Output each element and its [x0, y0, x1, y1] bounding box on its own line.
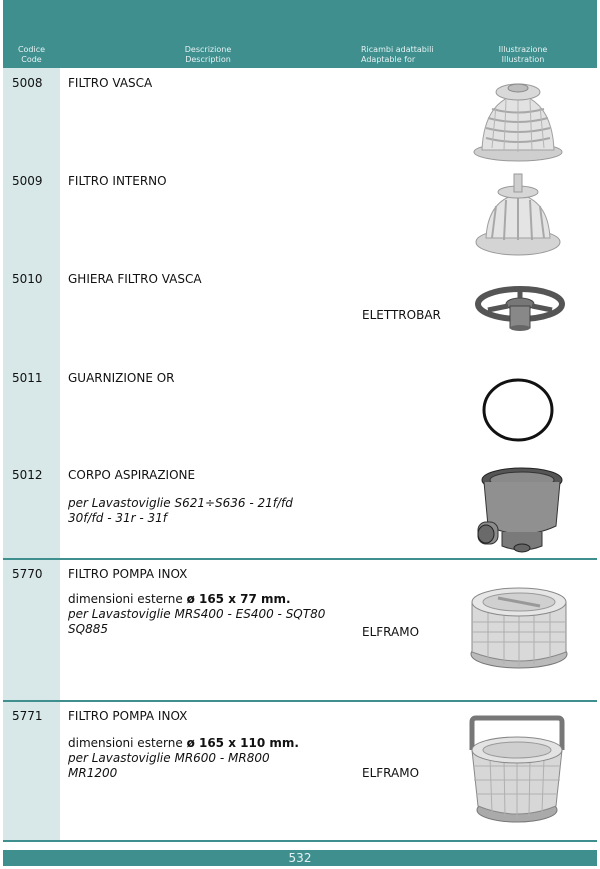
header-adaptable-it: Ricambi adattabili [361, 45, 434, 54]
header-adaptable [361, 45, 434, 65]
top-band [3, 0, 597, 40]
header-description-it: Descrizione [184, 45, 232, 54]
item-code: 5010 [12, 272, 43, 286]
dimensions-value: ø 165 x 77 mm. [186, 592, 291, 606]
item-details [68, 736, 299, 781]
models-line-1: per Lavastoviglie MR600 - MR800 [68, 751, 270, 765]
header-illustration-en: Illustration [501, 55, 545, 64]
item-adaptable: ELETTROBAR [362, 308, 441, 322]
item-code: 5012 [12, 468, 43, 482]
header-code-en: Code [21, 55, 42, 64]
basket-filter-icon [470, 72, 566, 164]
footer-bar [3, 850, 597, 866]
item-code: 5011 [12, 371, 43, 385]
row-divider [3, 558, 597, 560]
item-adaptable: ELFRAMO [362, 766, 420, 780]
models-line-1: per Lavastoviglie S621÷S636 - 21f/fd [68, 496, 293, 510]
header-adaptable-en: Adaptable for [361, 55, 416, 64]
row-divider [3, 840, 597, 842]
item-adaptable: ELFRAMO [362, 625, 420, 639]
row-divider [3, 700, 597, 702]
suction-body-icon [472, 462, 566, 556]
header-illustration-it: Illustrazione [498, 45, 548, 54]
header-description [103, 45, 313, 65]
item-title: GHIERA FILTRO VASCA [68, 272, 202, 286]
dimensions-prefix: dimensioni esterne [68, 736, 187, 750]
steel-pump-filter-icon [464, 582, 574, 674]
header-illustration [473, 45, 573, 65]
dimensions-prefix: dimensioni esterne [68, 592, 187, 606]
models-line-1: per Lavastoviglie MRS400 - ES400 - SQT80 [68, 607, 326, 621]
dimensions-value: ø 165 x 110 mm. [186, 736, 299, 750]
item-title: GUARNIZIONE OR [68, 371, 175, 385]
o-ring-icon [478, 374, 558, 446]
ring-nut-icon [474, 282, 566, 342]
item-title: FILTRO VASCA [68, 76, 153, 90]
item-code: 5008 [12, 76, 43, 90]
item-code: 5770 [12, 567, 43, 581]
item-title: FILTRO INTERNO [68, 174, 167, 188]
item-code: 5771 [12, 709, 43, 723]
models-line-2: 30f/fd - 31r - 31f [68, 511, 167, 525]
models-line-2: MR1200 [68, 766, 118, 780]
header-code-it: Codice [17, 45, 46, 54]
item-title: CORPO ASPIRAZIONE [68, 468, 196, 482]
header-description-en: Description [185, 55, 231, 64]
page-number: 532 [288, 851, 312, 865]
item-details [68, 592, 325, 637]
item-title: FILTRO POMPA INOX [68, 709, 188, 723]
models-line-2: SQ885 [68, 622, 108, 636]
item-title: FILTRO POMPA INOX [68, 567, 188, 581]
item-code: 5009 [12, 174, 43, 188]
table-header [3, 40, 597, 68]
inner-filter-icon [472, 170, 564, 260]
item-models [68, 496, 293, 526]
steel-pump-filter-handle-icon [462, 714, 572, 828]
header-code [3, 45, 60, 65]
